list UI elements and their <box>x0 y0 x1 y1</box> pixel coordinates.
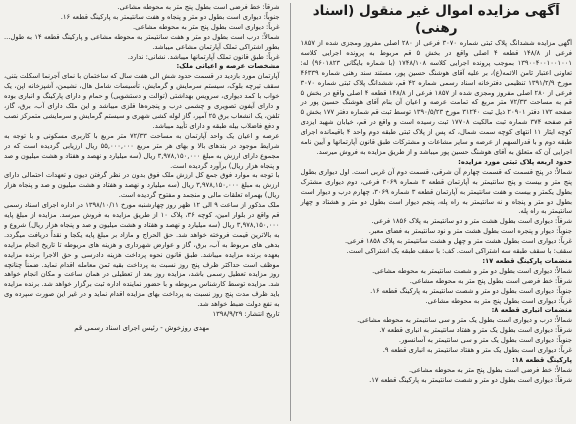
boundaries-heading: حدود اربعه پلاک ثبتی مورد مزایده: <box>458 157 572 166</box>
boundary-east: شرقاً: دیواری است بطول هشت متر و دو سانتیمتر به پلاک ۱۸۵۶ فرعی. <box>371 217 572 226</box>
boundary-south: جنوباً: دیوار و پنجره است بطول هشت متر و نود سانتیمتر به فضای معبر. <box>368 227 572 236</box>
storage-line-1: شمالاً: درب و دیواری است بطول یک متر و سی سانتیمتر به محوطه مشاعی. <box>357 316 572 325</box>
parking-heading: منضمات پارکینگ قطعه ۱۷: <box>482 256 572 265</box>
signature-line: مهدی روزخوش - رئیس اجرای اسناد رسمی قم <box>74 324 210 332</box>
left-boundary-4: شمالاً: درب است بطول دو متر و هفت سانتیمتر به محوطه مشاعی و پارکینگ قطعه ۱۴ به طول... بطور اشتراکی تملک آپارتمان مشاعی میباشد. <box>4 32 280 51</box>
parking-line-2: شرقاً: خط فرضی است بطول پنج متر به محوطه مشاعی. <box>409 276 572 285</box>
column-divider <box>290 3 291 421</box>
storage-line-4: غرباً: دیواری است بطول یک متر و هفتاد سانتیمتر به انباری قطعه ۹. <box>382 346 572 355</box>
left-boundary-2: جنوباً: دیواری است بطول دو متر و پنجاه و هفت سانتیمتر به پارکینگ قطعه ۱۶. <box>60 12 280 21</box>
notice-title: آگهی مزایده اموال غیر منقول (اسناد رهنی) <box>312 3 560 36</box>
left-boundary-3: غرباً: دیواری است بطول پنج متر به محوطه مشاعی. <box>133 22 280 31</box>
notice-right-column <box>295 3 573 421</box>
valuation-note: با توجه به موارد فوق جمع کل ارزش ملک فوق بدون در نظر گرفتن دیون و تعهدات احتمالی دارای ارزش به مبلغ ۳,۹۷۸,۱۵۰,۰۰۰ ریال (سه میلیارد و نهصد و هفتاد و هشت میلیون و صد و پنجاه هزار ریال) بهمراه تعلقات مالی و منجمد و مفتوح گردیده است. <box>4 171 280 200</box>
specs-heading: مشخصات عرصه و اعیانی ملک: <box>176 62 280 71</box>
parking-line-1: شمالاً: دیواری است بطول دو متر و شصت سانتیمتر به محوطه مشاعی. <box>372 266 572 275</box>
left-boundary-1: شرقاً: خط فرضی است بطول پنج متر به محوطه مشاعی. <box>117 3 280 11</box>
boundary-ceiling-floor: سقف: با سقف طبقه سه اشتراکی است. کف: با سقف طبقه یک اشتراکی است. <box>346 247 572 256</box>
valuation-text: عرصه و اعیان یک واحد آپارتمان به مساحت ۷۲/۳۳ متر مربع با کاربری مسکونی و با توجه به شرایط موجود در بندهای بالا و بهای هر متر مربع ۵۵,۰۰۰,۰۰۰ ریال ارزیابی گردیده است که در مجموع دارای ارزش به مبلغ ۳,۹۷۸,۱۵۰,۰۰۰ ریال (سه میلیارد و نهصد و هفتاد و هشت میلیون و صد و پنجاه هزار ریال) برآورد گردیده است. <box>4 131 280 170</box>
storage-line-3: جنوباً: دیواری است بطول یک متر و سی سانتیمتر به آسانسور. <box>398 336 572 345</box>
boundary-north: شمالاً: در پنج قسمت که قسمت چهارم آن شرقی، قسمت دوم آن غربی است. اول دیواری بطول پنج متر و بیست و پنج سانتیمتر به آپارتمان قطعه ۳ شماره ۳۰۶۹ فرعی، دوم دیواری مشترک بطول یکمتر و بیست و هفت سانتیمتر به آپارتمان قطعه ۳ شماره ۳۰۶۹، چهارم درب و دیوار است بطول دو متر و پنجاه و نه سانتیمتر به راه پله، پنجم دیوار است بطول دو متر و هشتاد و چهار سانتیمتر به راه پله. <box>300 167 572 216</box>
parking18-heading: پارکینگ قطعه ۱۸: <box>512 356 572 364</box>
parking-line-4: غرباً: دیواری است بطول پنج متر به محوطه مشاعی. <box>425 296 572 305</box>
notice-left-column <box>4 3 286 421</box>
parking18-line-1: شمالاً: خط فرضی است بطول پنج متر به محوطه مشاعی. <box>409 365 572 374</box>
parking18-line-2: شرقاً: دیواری است بطول دو متر و شصت سانتیمتر به پارکینگ قطعه ۱۷. <box>369 375 572 384</box>
storage-heading: منضمات انباری قطعه ۸: <box>491 306 572 315</box>
parking-line-3: جنوباً: دیواری است بطول دو متر و شصت سانتیمتر به پارکینگ قطعه ۱۶. <box>370 286 572 295</box>
auction-terms: ملک مذکور از ساعت ۹ الی ۱۲ ظهر روز چهارشنبه مورخ ۱۳۹۸/۱۰/۱۱ در اداره اجرای اسناد رسمی قم واقع در بلوار امین، کوچه ۳۶، پلاک ۱۰ از طریق مزایده به فروش میرسد. مزایده از مبلغ پایه ۳,۹۷۸,۱۵۰,۰۰۰ ریال (سه میلیارد و نهصد و هفتاد و هشت میلیون و صد و پنجاه هزار ریال) شروع و به بالاترین قیمت فروخته خواهد شد. حق الحراج و مازاد بر مبلغ پایه یکجا و نقداً دریافت میگردد. بدهی های مربوط به آب، برق، گاز و عوارض شهرداری و هزینه های مربوطه تا تاریخ انجام مزایده بعهده برنده مزایده میباشد. طبق قانون نحوه پرداخت هزینه دادرسی و حق الاجرا برنده مزایده موظف است حداکثر ظرف پنج روز نسبت به پرداخت بقیه ثمن معامله اقدام نماید. ضمناً چنانچه روز مزایده تعطیل رسمی باشد، مزایده روز بعد از تعطیلی در همان ساعت و مکان انجام خواهد شد. مزایده توسط کارشناس مربوطه و با حضور نماینده اداره ثبت برگزار خواهد شد. برنده مزایده باید ظرف مدت پنج روز نسبت به پرداخت بهای مزایده اقدام نماید و در غیر این صورت سپرده وی به نفع دولت ضبط خواهد شد. <box>4 201 280 309</box>
publish-date: تاریخ انتشار: ۱۳۹۸/۹/۲۹ <box>212 310 280 319</box>
boundary-west: غرباً: دیواری است بطول هشت متر و چهل و هشت سانتیمتر به پلاک ۱۸۵۸ فرعی. <box>344 237 572 246</box>
storage-line-2: شرقاً: دیواری است بطول یک متر و هفتاد سانتیمتر به انباری قطعه ۷. <box>379 326 572 335</box>
left-boundary-5: غرباً: طبق قانون تملک آپارتمانها میباشد. نشانی: ندارد. <box>127 52 280 61</box>
notice-intro: آگهی مزایده ششدانگ پلاک ثبتی شماره ۳۰۷۰ فرعی از ۲۸۰ اصلی مفروز ومجزی شده از ۱۸۵۷ فرعی از ۱۴۸/۸ قطعه ۴ اصلی واقع در بخش ۵ قم مربوط به پرونده اجرایی کلاسه ۱۳۹۰۰۴۰۰۱۰۰۱۰۰۱ بموجب پرونده اجرایی کلاسه ۱۷۴۸/۱۰۸ (با شماره بایگانی ۹۶۰۱۸۲۳) له: تعاونی اعتبار ثامن الائمه(ع)، بر علیه آقای هوشنگ حسین پور، مستند سند رهنی شماره ۴۶۳۳۹ مورخ ۱۳۹۱/۲/۹ تنظیمی دفترخانه اسناد رسمی شماره ۴۲ قم، ششدانگ پلاک ثبتی شماره ۳۰۷۰ فرعی از ۲۸۰ اصلی مفروز ومجزی شده از ۱۸۵۷ فرعی از ۱۴۸/۸ قطعه ۴ اصلی واقع در بخش ۵ قم به مساحت ۷۲/۳۳ متر مربع که تمامت عرصه و اعیان آن بنام آقای هوشنگ حسین پور در صفحه ۱۷۲ دفتر ۲۰۹۰۱ ذیل ثبت ۳۱۲۴۰ مورخ ۱۳۹۰/۵/۲۳ توسط ثبت قم شماره دفتر ۱۷۷ بخش ۵ قم صفحه ۳۷۴ شماره ثبت مالکیت ۱۷۷۰۸ ثبت رسیده است و واقع در قم، خیابان شهید ایزدی کوچه ایثار ۱۱ انتهای کوچه سمت شمال، که پس از پلاک ثبتی طبقه دوم واحد ۴ باقیمانده اجرای طبقه دوم و با قدرالسهم از عرصه و سایر مشاعات و مشترکات طبق قانون آپارتمانها و آیین نامه اجرایی آن که متعلق به آقای هوشنگ حسین پور میباشد و از طریق مزایده به فروش میرسد. <box>300 39 572 156</box>
specs-text: آپارتمان مورد بازدید در قسمت حدود شش الی هفت سال که ساختمان با نمای آجرنما اسکلت بتنی، سقف تیرچه بلوک، سیستم سرمایش و گرمایش، تأسیسات شامل هال، نشیمن، آشپزخانه اپن، یک خواب با کمد دیواری، سرویس بهداشتی (توالت و دستشویی) و حمام و دارای پارکینگ و انباری بوده و دارای آیفون تصویری و چشمی درب و پنجره‌ها فلزی میباشد و این ملک دارای آب، برق، گاز، تلفن، یک انشعاب برق ۲۵ آمپر، گاز لوله کشی شهری و سیستم گرمایش و سرمایشی متمرکز نصب و دفع فاضلاب بیله طبقه و دارای تأیید میباشد. <box>4 72 280 130</box>
